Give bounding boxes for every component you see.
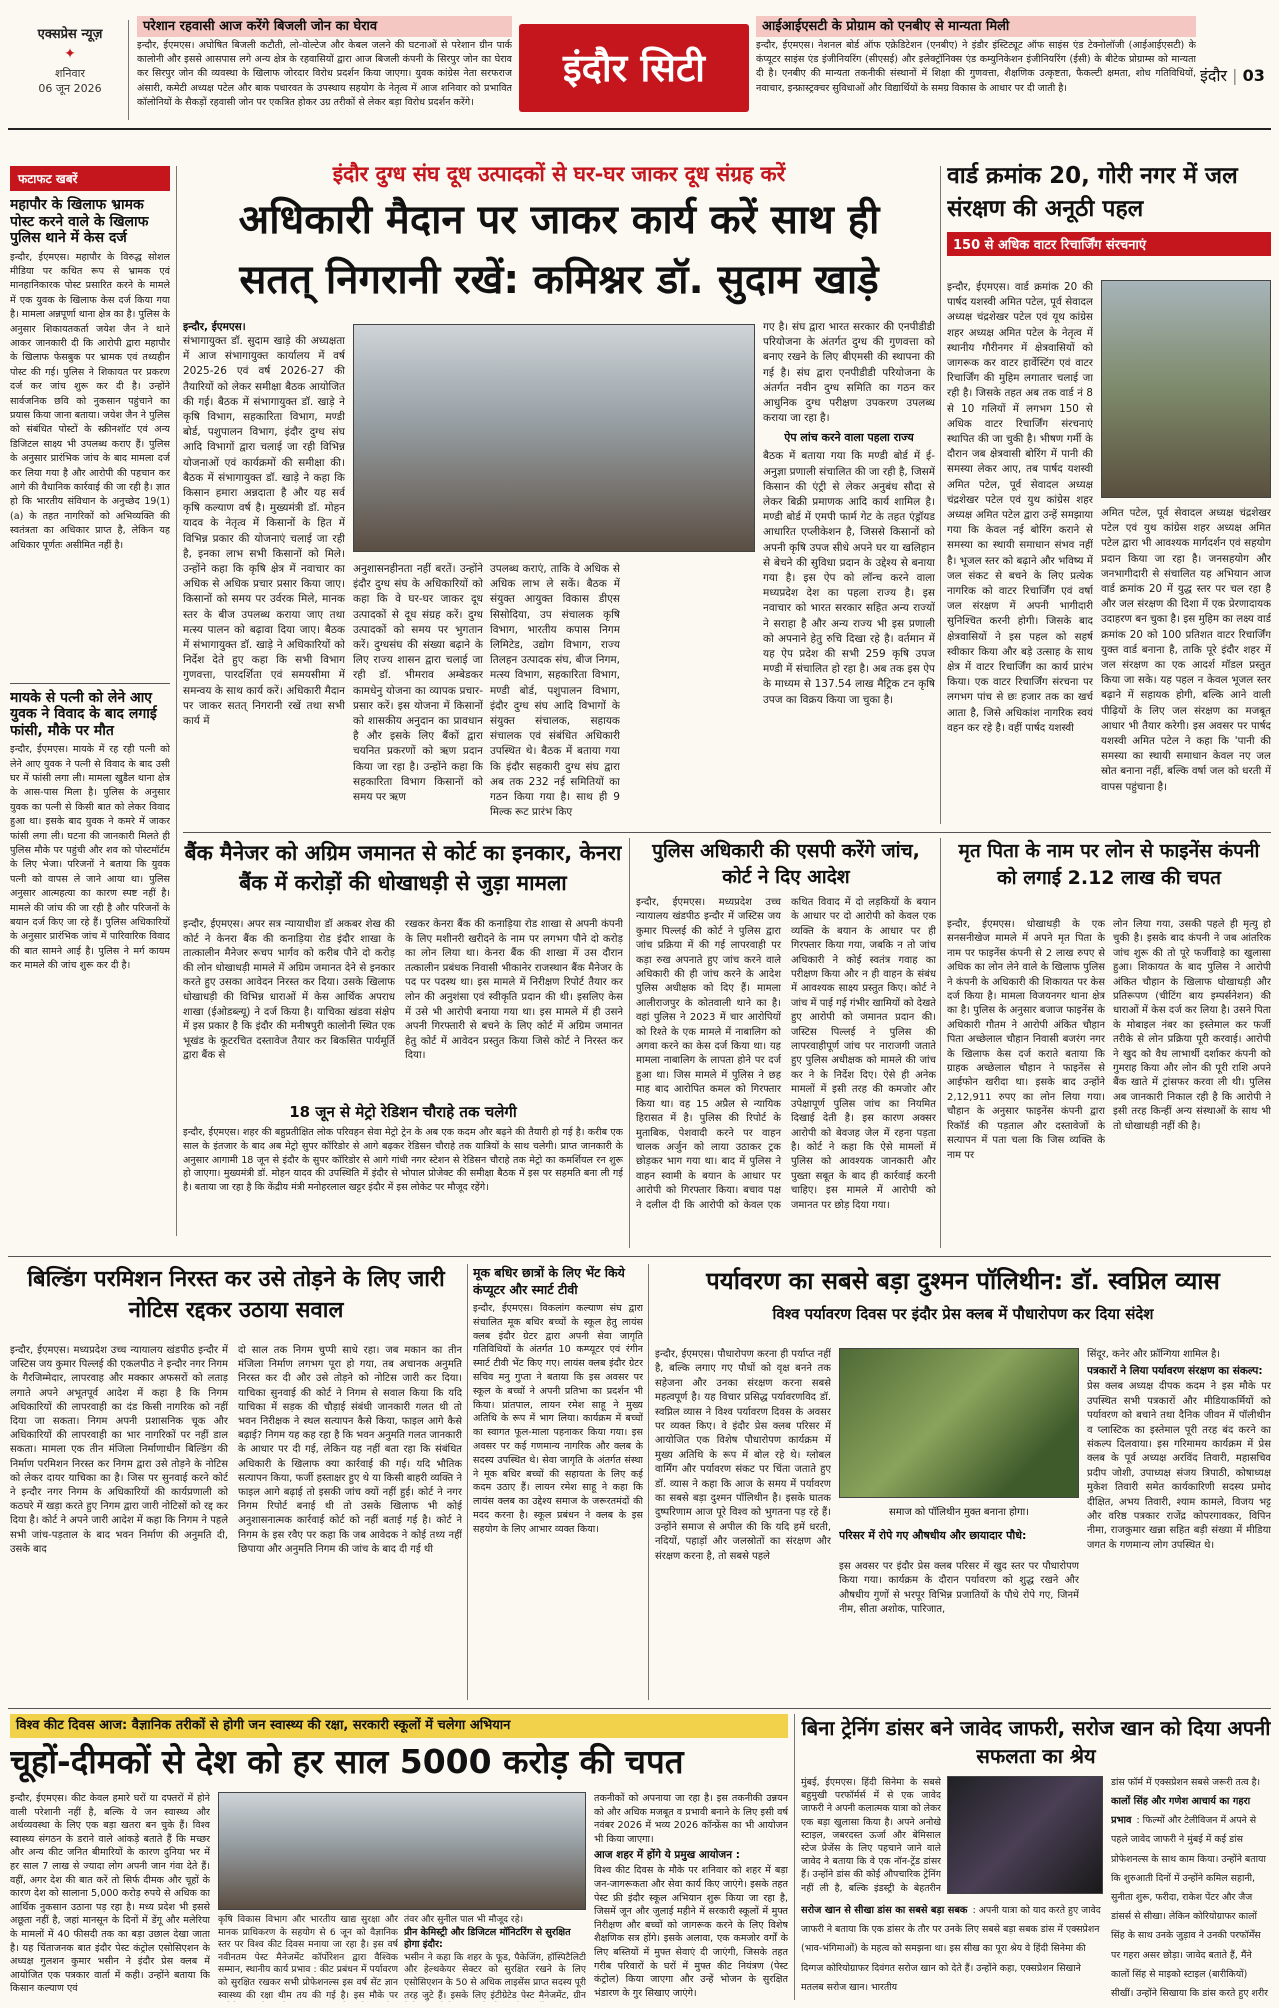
env-col2: इस अवसर पर इंदौर प्रेस क्लब परिसर में खुद स्तर पर पौधारोपण किया गया। कार्यक्रम के दौरान पर्यावरण को शुद्ध रखने और औषधीय गुणों से भरपूर विभिन्न प्रजातियों के पौधे रोपे गए, जिनमें नीम, सीता अशोक, पारिजात,: [839, 1561, 1079, 1616]
termite-col2: [404, 1914, 586, 2002]
lead-col2: अनुशासनहीनता नहीं बरतें। उन्होंने इंदौर दुग्ध संघ के अधिकारियों को कहा कि वे घर-घर जाकर दूध उत्पादकों से दूध संग्रह करें। दुग्ध उत्पादकों को समय पर भुगतान करें। दुग्धसंघ की संख्या बढ़ाने के लिए राज्य शासन द्वारा चलाई जा रही डॉ. भीमराव अम्बेडकर कामधेनु योजना का व्यापक प्रचार-प्रसार करें। इस योजना में किसानों को शासकीय अनुदान का प्रावधान है और इसके लिए बैंकों द्वारा चयनित प्रकरणों को ऋण प्रदान किया जा रहा है। उन्होंने कहा कि सहकारिता विभाग किसानों को समय पर ऋण: [353, 563, 483, 804]
env-headline: पर्यावरण का सबसे बड़ा दुश्मन पॉलिथीन: डॉ. स्वप्निल व्यास: [706, 1267, 1220, 1295]
termite-col3-body: विश्व कीट दिवस के मौके पर शनिवार को शहर में बड़ा जन-जागरूकता और सेवा कार्य किए जाएंगे। इसके तहत पेस्ट फ्री इंदौर स्कूल अभियान शुरू किया जा रहा है, जिसमें जून और जुलाई महीने में सरकारी स्कूलों में मुफ्त निरीक्षण और बच्चों को जागरूक करने के लिए विशेष शैक्षणिक सत्र होंगे। इसके अलावा, एक कमजोर वर्गों के लिए बस्तियों में मुफ्त सेवाएं दी जाएंगी, जिसके तहत गरीब परिवारों के घरों में मुफ्त कीट नियंत्रण (पेस्ट कंट्रोल) किया जाएगा और उन्हें भोजन के सुरक्षित भंडारण के गुर सिखाए जाएंगे।: [594, 1865, 788, 1999]
env-col3-text: सिंदूर, कनेर और फ्रॉन्गिया शामिल है।: [1087, 1349, 1221, 1360]
termite-kicker: विश्व कीट दिवस आज: वैज्ञानिक तरीकों से होगी जन स्वास्थ्य की रक्षा, सरकारी स्कूलों में चलेगा अभियान: [10, 1714, 788, 1738]
ward-col2: अमित पटेल, पूर्व सेवादल अध्यक्ष चंद्रशेखर पटेल एवं युथ कांग्रेस शहर अध्यक्ष अमित पटेल द्वारा भी आवश्यक मार्गदर्शन एवं सहयोग प्रदान किया जा रहा है। जनसहयोग और जनभागीदारी से संचालित यह अभियान आज वार्ड क्रमांक 20 में युद्ध स्तर पर चल रहा है और जल संरक्षण की दिशा में एक प्रेरणादायक उदाहरण बन चुका है। इस मुहिम का लक्ष्य वार्ड क्रमांक 20 को 100 प्रतिशत वाटर रिचार्जिंग युक्त वार्ड बनाना है, ताकि पूरे इंदौर शहर में जल संरक्षण का एक आदर्श मॉडल प्रस्तुत किया जा सके। यह पहल न केवल भूजल स्तर बढ़ाने में सहायक होगी, बल्कि आने वाली पीढ़ियों के लिए जल संरक्षण का मजबूत आधार भी तैयार करेगी। इस अवसर पर पार्षद यशस्वी अमित पटेल ने कहा कि 'पानी की समस्या का स्थायी समाधान केवल नए जल स्रोत बनाना नहीं, बल्कि वर्षा जल को धरती में वापस पहुंचाना है।: [1101, 507, 1271, 793]
billing-story: [10, 1264, 462, 1702]
donation-headline: मूक बधिर छात्रों के लिए भेंट किये कंप्यूटर और स्मार्ट टीवी: [473, 1265, 625, 1297]
env-caption: समाज को पॉलिथीन मुक्त बनाना होगा।: [888, 1507, 1030, 1518]
fatafat-story2-headline: मायके से पत्नी को लेने आए युवक ने विवाद के बाद लगाई फांसी, मौके पर मौत: [10, 689, 157, 739]
termite-headline: चूहों-दीमकों से देश को हर साल 5000 करोड़ की चपत: [10, 1742, 684, 1781]
police-headline: पुलिस अधिकारी की एसपी करेंगे जांच, कोर्ट ने दिए आदेश: [652, 840, 920, 888]
dancer-col2-text: डांस फॉर्म में एक्सप्रेशन सबसे जरूरी तत्व है।: [1111, 1777, 1261, 1788]
lead-col4b-text: बैठक में बताया गया कि मण्डी बोर्ड में ई-अनुज्ञा प्रणाली संचालित की जा रही है, जिसमें किसान की एंट्री से लेकर अनुबंध सौदा से लेकर बिक्री प्रमाणक आदि कार्य शामिल है। मण्डी बोर्ड में एमपी फार्म गेट के तहत एंड्रॉयड आधारित एप्लीकेशन है, जिससे किसानों को अपनी कृषि उपज सीधे अपने घर या खलिहान से बेचने की सुविधा प्रदान के उद्देश्य से बनाया गया है। इस ऐप को लॉन्च करने वाला मध्यप्रदेश देश का पहला राज्य है। इस नवाचार को भारत सरकार सहित अन्य राज्यों ने सराहा है और अन्य राज्य भी इस प्रणाली को अपनाने हेतु रुचि दिखा रहे है। वर्तमान में यह ऐप प्रदेश की सभी 259 कृषि उपज मण्डी में संचालित हो रहा है। अब तक इस ऐप के माध्यम से 137.54 लाख मैट्रिक टन कृषि उपज का विक्रय किया जा चुका है।: [763, 450, 935, 706]
termite-col1: इन्दौर, ईएमएस। कीट केवल हमारे घरों या दफ्तरों में होने वाली परेशानी नहीं है, बल्कि ये जन स्वास्थ्य और अर्थव्यवस्था के लिए एक बड़ा खतरा बन चुके हैं। विश्व स्वास्थ्य संगठन के डराने वाले आंकड़े बताते हैं कि मच्छर और अन्य कीट जनित बीमारियों के कारण दुनिया भर में हर साल 7 लाख से ज्यादा लोग अपनी जान गंवा देते हैं। वहीं, अगर देश की बात करें तो सिर्फ दीमक और चूहों के कारण देश को सालाना 5,000 करोड़ रुपये से अधिक का आर्थिक नुकसान उठाना पड़ रहा है। मध्य प्रदेश भी इससे अछूता नहीं है, जहां मानसून के दिनों में डेंगू और मलेरिया के मामलों में 40 फीसदी तक का बड़ा उछाल देखा जाता है। यह चिंताजनक बात इंदौर पेस्ट कंट्रोल एसोसिएशन के अध्यक्ष गुलशन कुमार भसीन ने इंदौर प्रेस क्लब में आयोजित एक पत्रकार वार्ता में कही। उन्होंने बताया कि किसान कल्याण एवं: [10, 1793, 210, 1995]
ward-col1: इन्दौर, ईएमएस। वार्ड क्रमांक 20 की पार्षद यशस्वी अमित पटेल, पूर्व सेवादल अध्यक्ष चंद्रशेखर पटेल एवं यूथ कांग्रेस शहर अध्यक्ष अमित पटेल के नेतृत्व में स्थानीय गौरीनगर में क्षेत्रवासियों को जागरूक कर वाटर हार्वेस्टिंग एवं वाटर रिचार्जिंग की मुहिम लगातार चलाई जा रही है। जिसके तहत अब तक वार्ड नं 8 से 10 गलियों में लगभग 150 से अधिक वाटर रिचार्जिंग संरचनाएं स्थापित की जा चुकी है। भीषण गर्मी के दौरान जब क्षेत्रवासी बोरिंग में पानी की समस्या लेकर आए, तब पार्षद यशस्वी अमित पटेल, पूर्व सेवादल अध्यक्ष चंद्रशेखर पटेल एवं युथ कांग्रेस शहर अध्यक्ष अमित पटेल द्वारा उन्हें समझाया गया कि केवल नई बोरिंग कराने से समस्या का स्थायी समाधान संभव नहीं है। भूजल स्तर को बढ़ाने और भविष्य में जल संकट से बचने के लिए प्रत्येक नागरिक को वाटर रिचार्जिंग एवं वर्षा जल संरक्षण में अपनी भागीदारी सुनिश्चित करनी होगी। जिसके बाद क्षेत्रवासियों ने इस पहल को सहर्ष स्वीकार किया और बड़े उत्साह के साथ क्षेत्र में वाटर रिचार्जिंग का कार्य प्रारंभ किया। एक वाटर रिचार्जिंग संरचना पर लगभग पांच से छः हजार तक का खर्च आता है, जिसे अधिकांश नागरिक स्वयं वहन कर रहे है। वहीं पार्षद यशस्वी: [947, 281, 1093, 734]
dancer-col1b-wrap: [801, 1898, 1103, 2002]
dancer-sub: सरोज खान से सीखा डांस का सबसे बड़ा सबक: [801, 1905, 968, 1916]
ward-story: [947, 160, 1271, 826]
dancer-col1b: : अपनी यात्रा को याद करते हुए जावेद जाफरी ने बताया कि एक डांसर के तौर पर उनके लिए सबसे बड़ा सबक डांस में एक्सप्रेशन (भाव-भंगिमाओं) के महत्व को समझना था। इस सीख का पूरा श्रेय वे हिंदी सिनेमा की दिग्गज कोरियोग्राफर दिवंगत सरोज खान को देते हैं। उन्होंने कहा, एक्सप्रेशन सिखाने मतलब सरोज खान। भारतीय: [801, 1905, 1101, 1993]
lead-col1: [183, 320, 345, 820]
top-right-headline: आईआईएसटी के प्रोग्राम को एनबीए से मान्यता मिली: [756, 16, 1196, 37]
top-right-body: इन्दौर, ईएमएस। नेशनल बोर्ड ऑफ एक्रेडिटेशन (एनबीए) ने इंडौर इंस्टिट्यूट ऑफ साइंस एंड टेक्नोलॉजी (आईआईएसटी) के कंप्यूटर साइंस एंड इंजीनियरिंग (सीएसई) और इलेक्ट्रॉनिक्स एंड कम्युनिकेशन इंजीनियरिंग (ईसी) के बीटेक प्रोग्राम्स को मान्यता दी है। एनबीए की मान्यता तकनीकी संस्थानों में शिक्षा की गुणवत्ता, शैक्षणिक उत्कृष्टता, फैकल्टी क्षमता, शोध गतिविधियों, नवाचार, इन्फ्रास्ट्रक्चर सुविधाओं और विद्यार्थियों के समग्र विकास के आधार पर दी जाती है।: [756, 40, 1196, 94]
metro-story: [183, 1102, 623, 1252]
lead-story: [183, 160, 935, 826]
top-right-story: [756, 16, 1196, 130]
masthead: [0, 0, 1279, 130]
dancer-col1: मुंबई, ईएमएस। हिंदी सिनेमा के सबसे बहुमुखी परफॉर्मर्स में से एक जावेद जाफरी ने अपनी कलात्मक यात्रा को लेकर एक बड़ा खुलासा किया है। अपने अनोखे स्टाइल, जबरदस्त ऊर्जा और बेमिसाल स्टेज प्रेजेंस के लिए पहचाने जाने वाले जावेद ने बताया कि वे एक नॉन-ट्रेंड डांसर हैं। उन्होंने डांस की कोई औपचारिक ट्रेनिंग नहीं ली है, बल्कि इंडस्ट्री के बेहतरीन: [801, 1777, 941, 1894]
metro-headline: 18 जून से मेट्रो रेडिशन चौराहे तक चलेगी: [289, 1103, 517, 1121]
donation-body: इन्दौर, ईएमएस। विकलांग कल्याण संघ द्वारा संचालित मूक बधिर बच्चों के स्कूल हेतु लायंस क्लब इंदौर ग्रेटर द्वारा अपनी सेवा जागृति गतिविधियों के अंतर्गत 10 कम्प्यूटर एवं रंगीन स्मार्ट टीवी भेंट किए गए। लायंस क्लब इंदौर ग्रेटर सचिव मनु गुप्ता ने बताया कि इस अवसर पर स्कूल के बच्चों ने अपनी प्रतिभा का प्रदर्शन भी किया। प्रांतपाल, लायन रमेश साहू ने मुख्य अतिथि के रूप में भाग लिया। कार्यक्रम में बच्चों का स्वागत फूल-माला पहनाकर किया गया। इस अवसर पर कई गणमान्य नागरिक और क्लब के सदस्य उपस्थित थे। सेवा जागृति के अंतर्गत संस्था ने मूक बधिर बच्चों की सहायता के लिए कई कदम उठाए हैं। लायन रमेश साहू ने कहा कि लायंस क्लब का उद्देश्य समाज के जरूरतमंदों की मदद करना है। स्कूल प्रबंधन ने क्लब के इस सहयोग के लिए आभार व्यक्त किया।: [473, 1303, 643, 1535]
top-left-story: [137, 16, 512, 130]
environment-story: [655, 1264, 1271, 1702]
bank-story: [183, 838, 623, 1254]
police-body: इन्दौर, ईएमएस। मध्यप्रदेश उच्च न्यायालय खंडपीठ इन्दौर में जस्टिस जय कुमार पिल्लई की कोर्ट ने पुलिस द्वारा जांच प्रक्रिया में की गई लापरवाही पर कड़ा रुख अपनाते हुए जांच करने वाले अधिकारी की ही जांच करने के आदेश पुलिस अधीक्षक को दिए हैं। मामला आलीराजपुर के कोतवाली थाने का है। वहां पुलिस ने 2023 में चार आरोपियों को रिश्ते के एक मामले में नाबालिग को अगवा करने का केस दर्ज किया था। यह मामला नाबालिग के लापता होने पर दर्ज हुआ था। जिस मामले में पुलिस ने छह माह बाद आरोपित कमल को गिरफ्तार किया था। वह 15 अप्रैल से न्यायिक हिरासत में है। पुलिस की रिपोर्ट के मुताबिक, पेशवादी करने पर वाहन चालक अर्जुन को लाया उठाकर ट्रक छोड़कर भाग गया था। बाद में पुलिस ने वाहन स्वामी के बयान के आधार पर आरोपी को गिरफ्तार किया। बचाव पक्ष ने दलील दी कि आरोपी को केवल एक कथित विवाद में दो लड़कियों के बयान के आधार पर दो आरोपी को केवल एक व्यक्ति के बयान के आधार पर ही गिरफ्तार किया गया, जबकि न तो जांच अधिकारी ने कोई स्वतंत्र गवाह का परीक्षण किया और न ही वाहन के संबंध में आवश्यक साक्ष्य प्रस्तुत किए। कोर्ट ने जांच में पाई गई गंभीर खामियों को देखते हुए आरोपी को जमानत प्रदान की। जस्टिस पिल्लई ने पुलिस की लापरवाहीपूर्ण जांच पर नाराजगी जताते हुए पुलिस अधीक्षक को मामले की जांच कर ने के निर्देश दिए। ऐसे ही अनेक मामलों में इसी तरह की कमजोर और उपेक्षापूर्ण पुलिस जांच का नियमित दिखाई देती है। इस कारण अक्सर आरोपी को बेवजह जेल में रहना पड़ता है। कोर्ट ने कहा कि ऐसे मामलों में पुलिस को आवश्यक जानकारी और पुख्ता सबूत के बाद ही कार्रवाई करनी चाहिए। इस मामले में आरोपी को जमानत पर छोड़ दिया गया।: [636, 897, 936, 1211]
masthead-day: शनिवार: [55, 67, 85, 80]
top-left-headline: परेशान रहवासी आज करेंगे बिजली जोन का घेराव: [137, 16, 512, 37]
termite-col3: [594, 1792, 788, 2002]
dancer-col2: [1111, 1776, 1271, 2002]
loan-col2: लोन लिया गया, उसकी पहले ही मृत्यु हो चुकी है। इसके बाद कंपनी ने जब आंतरिक जांच शुरू की तो पूरे फर्जीवाड़े का खुलासा हुआ। शिकायत के बाद पुलिस ने आरोपी अंकित चौहान के खिलाफ धोखाधड़ी और प्रतिरूपण (चीटिंग बाय इम्पर्सनेशन) की धाराओं में केस दर्ज कर लिया है। उसने पिता के मोबाइल नंबर का इस्तेमाल कर फर्जी तरीके से लोन प्रक्रिया पूरी करवाई। आरोपी ने खुद को वैध लाभार्थी दर्शाकर कंपनी को गुमराह किया और लोन की पूरी राशि अपने बैंक खाते में ट्रांसफर करवा ली थी। पुलिस अब जानकारी निकाल रही है कि आरोपी ने इसी तरह किन्हीं अन्य संस्थाओं के साथ भी तो धोखाधड़ी नहीं की है।: [1113, 919, 1271, 1132]
section-badge: [519, 24, 749, 112]
fatafat-story2-body: इन्दौर, ईएमएस। मायके में रह रही पत्नी को लेने आए युवक ने पत्नी से विवाद के बाद उसी घर में फांसी लगा ली। मामला खुडैल थाना क्षेत्र के आस-पास मिला है। पुलिस के अनुसार युवक का पत्नी से किसी बात को लेकर विवाद हुआ था। इसके बाद युवक ने कमरे में जाकर फांसी लगा ली। घटना की जानकारी मिलते ही पुलिस मौके पर पहुंची और शव को पोस्टमॉर्टम के लिए भेजा। परिजनों ने बताया कि युवक पत्नी को वापस ले जाने आया था। पुलिस अनुसार आत्महत्या का कारण स्पष्ट नहीं है। मामले की जांच की जा रही है और परिजनों के बयान दर्ज किए जा रहे हैं। पुलिस अधिकारियों के अनुसार प्रारंभिक जांच में पारिवारिक विवाद की बात सामने आई है। पुलिस ने मर्ग कायम कर मामले की जांच शुरू कर दी है।: [10, 744, 170, 972]
ward-tag: 150 से अधिक वाटर रिचार्जिंग संरचनाएं: [947, 232, 1271, 256]
fatafat-story1-body: इन्दौर, ईएमएस। महापौर के विरुद्ध सोशल मीडिया पर कथित रूप से भ्रामक एवं मानहानिकारक पोस्ट प्रसारित करने के मामले में एक युवक के खिलाफ केस दर्ज किया गया है। मामला अन्नपूर्णा थाना क्षेत्र का है। पुलिस के अनुसार शिकायतकर्ता जयेश जैन ने थाने आकर जानकारी दी कि आरोपी द्वारा महापौर के खिलाफ फेसबुक पर भ्रामक एवं तथ्यहीन पोस्ट की गई। पुलिस ने शिकायत पर प्रकरण दर्ज कर जांच शुरू कर दी है। उन्होंने सार्वजनिक छवि को नुकसान पहुंचाने का प्रयास किया जाना बताया। जयेश जैन ने पुलिस को संबंधित पोस्टों के स्क्रीनशॉट एवं अन्य डिजिटल साक्ष्य भी उपलब्ध कराए हैं। पुलिस के अनुसार प्रारंभिक जांच के बाद मामला दर्ज कर लिया गया है और आरोपी की पहचान कर आगे की वैधानिक कार्रवाई की जा रही है। ज्ञात हो कि भारतीय संविधान के अनुच्छेद 19(1)(a) के तहत नागरिकों को अभिव्यक्ति की स्वतंत्रता का अधिकार प्राप्त है, लेकिन यह अधिकार पूर्णतः असीमित नहीं है।: [10, 251, 170, 551]
press-conference-photo: [218, 1792, 586, 1910]
fatafat-label: फटाफट खबरें: [10, 166, 170, 191]
computer-donation-story: [473, 1264, 643, 1702]
loan-col1: इन्दौर, ईएमएस। धोखाधड़ी के एक सनसनीखेज मामले में अपने मृत पिता के नाम पर फाइनेंस कंपनी से 2 लाख रुपए से अधिक का लोन लेने वाले के खिलाफ पुलिस ने कंपनी के अधिकारी की शिकायत पर केस दर्ज किया है। मामला विजयनगर थाना क्षेत्र का है। पुलिस के अनुसार बजाज फाइनेंस के अधिकारी गौतम ने आरोपी अंकित चौहान पिता अच्छेलाल चौहान निवासी बजरंग नगर के खिलाफ केस दर्ज कराते बताया कि ग्राहक अच्छेलाल चौहान ने फाइनेंस से आईफोन खरीदा था। इसके बाद उन्होंने 2,12,911 रुपए का लोन लिया गया। चौहान के अनुसार फाइनेंस कंपनी द्वारा रिकॉर्ड की पड़ताल और दस्तावेजों के सत्यापन में पता चला कि जिस व्यक्ति के नाम पर: [947, 919, 1105, 1161]
meeting-photo: [353, 324, 755, 552]
loan-story: [947, 838, 1271, 1248]
top-left-body: इन्दौर, ईएमएस। अघोषित बिजली कटौती, लो-वोल्टेज और केबल जलने की घटनाओं से परेशान ग्रीन पार्क कालोनी और इससे आसपास लगे अन्य क्षेत्र के रहवासियों द्वारा आज बिजली कंपनी के सिरपुर जोन का घेराव कर सिरपुर जोन की व्यवस्था के खिलाफ जोरदार विरोध प्रदर्शन किया जाएगा। युवक कांग्रेस नेता सरफराज अंसारी, कमेटी अध्यक्ष पटेल और बाक पधारवत के उपस्थाय सहयोग के नेतृत्व में आज शनिवार को प्रभावित कॉलोनियों के सैकड़ों रहवासी जोन पर एकत्रित होकर उग्र तरीकों से लेकर बड़ा विरोध प्रदर्शन करेंगे।: [137, 40, 512, 108]
env-subhead: विश्व पर्यावरण दिवस पर इंदौर प्रेस क्लब में पौधारोपण कर दिया संदेश: [772, 1305, 1154, 1323]
lead-headline-line1: अधिकारी मैदान पर जाकर कार्य करें साथ ही: [238, 197, 880, 243]
police-story: [636, 838, 936, 1248]
termite-col2-text: तंवर और सुनील पाल भी मौजूद रहे।: [404, 1914, 524, 1925]
termite-col2-body: भसीन ने कहा कि शहर के फूड, पैकेजिंग, हॉस्पिटैलिटी और हेल्थकेयर सेक्टर को सुरक्षित रखने के लिए एसोसिएशन के 50 से अधिक लाइसेंस प्राप्त सदस्य पूरी तरह जुटे हैं। इसके लिए इंटीग्रेटेड पेस्ट मैनेजमेंट, ग्रीन: [404, 1951, 586, 2001]
billing-col1: इन्दौर, ईएमएस। मध्यप्रदेश उच्च न्यायालय खंडपीठ इन्दौर में जस्टिस जय कुमार पिल्लई की एकलपीठ ने इन्दौर नगर निगम के गैरजिम्मेदार, लापरवाह और मक्कार अफसरों को लताड़ लगाते अपने अभूतपूर्व आदेश में कहा है कि निगम अधिकारियों की लापरवाही का दंड किसी नागरिक को नहीं दिया जा सकता। निगम अपनी प्रशासनिक चूक और अधिकारियों की लापरवाही का भार नागरिकों पर नहीं डाल सकता। मामला एक तीन मंजिला निर्माणाधीन बिल्डिंग की निर्माण परमिशन निरस्त कर निगम द्वारा उसे तोड़ने के नोटिस को लेकर दायर याचिका का है। जिस पर सुनवाई करने कोर्ट ने इन्दौर नगर निगम के अधिकारियों की कार्यप्रणाली को कठघरे में खड़ा करते हुए निगम द्वारा जारी नोटिसों को रद्द कर दिया है। कोर्ट ने अपने जारी आदेश में कहा कि निगम ने पहले सभी जांच-पड़ताल के बाद भवन निर्माण की अनुमति दी, उसके बाद: [10, 1345, 228, 1555]
ward-headline: वार्ड क्रमांक 20, गोरी नगर में जल संरक्षण की अनूठी पहल: [947, 163, 1238, 222]
plantation-photo: [839, 1348, 1079, 1498]
env-caption2: परिसर में रोपे गए औषधीय और छायादार पौधे:: [839, 1529, 1027, 1542]
lead-col4-text: गए है। संघ द्वारा भारत सरकार की एनपीडीडी परियोजना के अंतर्गत दुग्ध की गुणवत्ता को बनाए रखने के लिए बीएमसी की स्थापना की गई है। संघ द्वारा एनपीडीडी परियोजना के अंतर्गत नवीन दुग्ध समिति का गठन कर आधुनिक दुग्ध परीक्षण उपकरण उपलब्ध कराया जा रहा है।: [763, 321, 935, 425]
dancer-headline: बिना ट्रेनिंग डांसर बने जावेद जाफरी, सरोज खान को दिया अपनी सफलता का श्रेय: [801, 1716, 1271, 1768]
dancer-col2-sub: कालों सिंह और गणेश आचार्य का गहरा प्रभाव: [1111, 1796, 1251, 1827]
termite-story: [10, 1714, 788, 2002]
water-recharge-photo: [1101, 280, 1271, 498]
lead-col4: [763, 320, 935, 820]
lead-col1-text: संभागायुक्त डॉ. सुदाम खाड़े की अध्यक्षता में आज संभागायुक्त कार्यालय में वर्ष 2025-26 एवं वर्ष 2026-27 की तैयारियों को लेकर समीक्षा बैठक आयोजित की गई। बैठक में संभागायुक्त डॉ. खाड़े ने कृषि विभाग, सहकारिता विभाग, मण्डी बोर्ड, पशुपालन विभाग, इंदौर दुग्ध संघ आदि विभागों द्वारा चलाई जा रही विभिन्न योजनाओं एवं कार्यक्रमों की समीक्षा की। बैठक में संभागायुक्त डॉ. खाड़े ने कहा कि किसान हमारा अन्नदाता है और यह सर्व कृषि कल्याण वर्ष है। मुख्यमंत्री डॉ. मोहन यादव के नेतृत्व में किसानों के हित में विभिन्न प्रकार की योजनाएं चलाई जा रही है, इनका लाभ सभी किसानों को मिले। उन्होंने कहा कि कृषि क्षेत्र में नवाचार का अधिक से अधिक प्रचार प्रसार किया जाए। किसानों को समय पर उर्वरक मिले, मानक स्तर के बीज उपलब्ध कराया जाए तथा मत्स्य पालन को बढ़ावा दिया जाए। बैठक में संभागायुक्त डॉ. खाड़े ने अधिकारियों को निर्देश देते हुए कहा कि सभी विभाग गुणवत्ता, पारदर्शिता एवं समयसीमा में समन्वय के साथ कार्य करें। अधिकारी मैदान पर जाकर सतत् निगरानी रखें तथा सभी कार्य में: [183, 335, 345, 728]
fatafat-story1-headline: महापौर के खिलाफ भ्रामक पोस्ट करने वाले के खिलाफ पुलिस थाने में केस दर्ज: [10, 197, 149, 247]
masthead-date: 06 जून 2026: [38, 82, 102, 95]
loan-headline: मृत पिता के नाम पर लोन से फाइनेंस कंपनी को लगाई 2.12 लाख की चपत: [958, 840, 1260, 889]
dancer-photo: [947, 1776, 1103, 1894]
dancer-col2-body: : फिल्मों और टेलीविजन में अपने से पहले जावेद जाफरी ने मुंबई में कई डांस प्रोफेशनल्स के साथ काम किया। उन्होंने बताया कि शुरुआती दिनों में उन्होंने कमिल सहानी, सुनीता शुरू, फरीदा, राकेश पेंटर और जैज डांसर्स से सीखा। लेकिन कोरियोग्राफर कालों सिंह के साथ उनके जुड़ाव ने उनकी परफॉर्मेंस पर गहरा असर छोड़ा। जावेद बताते हैं, मैंने कालों सिंह से माइको स्टाइल (बारीकियों) सीखीं। उन्होंने सिखाया कि डांस करते हुए शरीर: [1111, 1815, 1268, 2000]
bank-col2: रखकर केनरा बैंक की कनाड़िया रोड शाखा से अपनी कंपनी के लिए मशीनरी खरीदने के नाम पर लगभग पौने दो करोड़ का लोन लिया था। केनरा बैंक की शाखा में उस दौरान तत्कालीन प्रबंधक निवासी भीकानेर राजस्थान बैंक मैनेजर के पद पर पदस्थ था। इस मामले में निरीक्षण रिपोर्ट तैयार कर लोन की अनुशंसा एवं स्वीकृति प्रदान की थी। इसलिए केस में उसे भी आरोपी बनाया गया था। इस मामले में ही उसने अपनी गिरफ्तारी से बचने के लिए कोर्ट में अग्रिम जमानत हेतु कोर्ट में आवेदन प्रस्तुत किया जिसे कोर्ट ने निरस्त कर दिया।: [405, 919, 623, 1062]
termite-col3-sub: आज शहर में होंगे ये प्रमुख आयोजन :: [594, 1849, 740, 1862]
env-col3-sub: पत्रकारों ने लिया पर्यावरण संरक्षण का संकल्प:: [1087, 1365, 1263, 1378]
termite-caption: कृषि विकास विभाग और भारतीय खाद्य सुरक्षा और मानक प्राधिकरण के सहयोग से 6 जून को वैज्ञानिक स्तर पर विश्व कीट दिवस मनाया जा रहा है। इस वर्ष नवीनतम पेस्ट मैनेजमेंट कॉर्पोरेशन द्वारा वैश्विक सम्मान, स्थानीय कार्य प्रभाव : कीट प्रबंधन में पर्यावरण को सुरक्षित रखकर सभी प्रोफेशनल्स इस वर्ष सेंट ज्ञान स्वास्थ्य की रक्षा थीम तय की गई है। इस मौके पर: [218, 1914, 398, 2001]
lead-dateline: इन्दौर, ईएमएस।: [183, 321, 246, 333]
brand-star-icon: ✦: [64, 46, 76, 62]
billing-col2: दो साल तक निगम चुप्पी साधे रहा। जब मकान का तीन मंजिला निर्माण लगभग पूरा हो गया, तब अचानक अनुमति निरस्त कर दी और उसे तोड़ने को नोटिस जारी कर दिया। याचिका सुनवाई की कोर्ट ने निगम से सवाल किया कि यदि याचिका में सड़क की चौड़ाई संबंधी जानकारी गलत थी तो भवन निरीक्षक ने स्थल सत्यापन कैसे किया, फाइल आगे कैसे बढ़ाई? निगम यह कह रहा है कि भवन अनुमति गलत जानकारी के आधार पर दी गई, लेकिन यह नहीं बता रहा कि संबंधित अधिकारी के खिलाफ क्या कार्रवाई की गई। यदि भौतिक सत्यापन किया, फर्जी हस्ताक्षर हुए थे या किसी बाहरी व्यक्ति ने फाइल आगे बढ़ाई तो इसकी जांच क्यों नहीं हुई। कोर्ट ने नगर निगम रिपोर्ट बनाई थी तो उसके खिलाफ भी कोई अनुशासनात्मक कार्रवाई कोर्ट को नहीं बताई गई है। कोर्ट ने निगम के इस रवैए पर कहा कि जब आवेदक ने कोई तथ्य नहीं छिपाया और अनुमति निगम की जांच के बाद दी गई थी: [238, 1345, 462, 1555]
metro-body: इन्दौर, ईएमएस। शहर की बहुप्रतीक्षित लोक परिवहन सेवा मेट्रो ट्रेन के अब एक कदम और बढ़ने की तैयारी हो गई है। करीब एक साल के इंतजार के बाद अब मेट्रो सुपर कॉरिडोर से आगे बढ़कर रेडिसन चौराहे तक यात्रियों के साथ चलेगी। प्राप्त जानकारी के अनुसार आगामी 18 जून से इंदौर के सुपर कॉरिडोर से आगे गांधी नगर स्टेशन से रेडिसन चौराहे तक मेट्रो का कमर्शियल रन शुरू हो जाएगा। मुख्यमंत्री डॉ. मोहन यादव की उपस्थिति में इंदौर से भोपाल प्रोजेक्ट की समीक्षा बैठक में इस पर सहमति बना ली गई है। बताया जा रहा है कि केंद्रीय मंत्री मनोहरलाल खट्टर इंदौर में इस लोकेट पर मौजूद रहेंगे।: [183, 1127, 623, 1194]
brand-box: [20, 24, 120, 120]
bank-headline: बैंक मैनेजर को अग्रिम जमानत से कोर्ट का इनकार, केनरा बैंक में करोड़ों की धोखाधड़ी से जुड़ा मामला: [184, 841, 622, 895]
termite-col3-text: तकनीकों को अपनाया जा रहा है। इस तकनीकी उन्नयन को और अधिक मजबूत व प्रभावी बनाने के लिए इसी वर्ष नवंबर 2026 में भव्य 2026 कॉन्फ्रेंस का भी आयोजन भी किया जाएगा।: [594, 1793, 788, 1845]
env-col3: [1087, 1348, 1271, 1700]
section-title: इंदौर सिटी: [563, 46, 705, 90]
page-number: इंदौर | 03: [1200, 66, 1265, 85]
lead-col3b: [627, 562, 755, 820]
lead-subhead: ऐप लांच करने वाला पहला राज्य: [784, 431, 914, 445]
env-col3-body: प्रेस क्लब अध्यक्ष दीपक कदम ने इस मौके पर उपस्थित सभी पत्रकारों और मीडियाकर्मियों को पर्यावरण को बचाने तथा दैनिक जीवन में पॉलीथीन व प्लास्टिक का इस्तेमाल पूरी तरह बंद करने का संकल्प दिलवाया। इस गरिमामय कार्यक्रम में प्रेस क्लब के पूर्व अध्यक्ष अरविंद तिवारी, महासचिव प्रदीप जोशी, उपाध्यक्ष संजय त्रिपाठी, कोषाध्यक्ष मुकेश तिवारी समेत कार्यकारिणी सदस्य प्रमोद दीक्षित, अभय तिवारी, श्याम कामले, विजय भट्ट और वरिष्ठ पत्रकार राजेंद्र कोपरगावकर, विपिन नीमा, राजकुमार खन्ना सहित बड़ी संख्या में मीडिया जगत के गणमान्य लोग उपस्थित थे।: [1087, 1381, 1271, 1551]
lead-col3: उपलब्ध कराएं, ताकि वे अधिक से अधिक लाभ ले सकें। बैठक में संयुक्त आयुक्त विकास डीएस सिसोदिया, उप संचालक कृषि विभाग, भारतीय कपास निगम लिमिटेड, उद्योग विभाग, राज्य तिलहन उत्पादक संघ, बीज निगम, मत्स्य विभाग, सहकारिता विभाग, मण्डी बोर्ड, पशुपालन विभाग, इंदौर दुग्ध संघ आदि विभागों के संयुक्त संचालक, सहायक संचालक एवं संबंधित अधिकारी उपस्थित थे। बैठक में बताया गया कि इंदौर सहकारी दुग्ध संघ द्वारा अब तक 232 नई समितियों का गठन किया गया है। साथ ही 9 मिल्क रूट प्रारंभ किए: [490, 563, 620, 819]
termite-col2-sub: प्रीन केमिस्ट्री और डिजिटल मॉनिटरिंग से सुरक्षित होगा इंदौर:: [404, 1926, 571, 1951]
env-col1: इन्दौर, ईएमएस। पौधारोपण करना ही पर्याप्त नहीं है, बल्कि लगाए गए पौधों को वृक्ष बनने तक सहेजना और उनका संरक्षण करना सबसे महत्वपूर्ण है। यह विचार प्रसिद्ध पर्यावरणविद डॉ. स्वप्निल व्यास ने विश्व पर्यावरण दिवस के अवसर पर व्यक्त किए। वे इंदौर प्रेस क्लब परिसर में आयोजित एक विशेष पौधारोपण कार्यक्रम में मुख्य अतिथि के रूप में बोल रहे थे। ग्लोबल वार्मिंग और पर्यावरण संकट पर चिंता जताते हुए डॉ. व्यास ने कहा कि आज के समय में पर्यावरण का सबसे बड़ा दुश्मन पॉलिथीन है। इसके घातक दुष्परिणाम आज पूरे विश्व को भुगतना पड़ रहे हैं। उन्होंने समाज से अपील की कि यदि हमें धरती, नदियों, पहाड़ों और जलस्रोतों का संरक्षण और संरक्षण करना है, तो सबसे पहले: [655, 1349, 831, 1562]
page-no: 03: [1242, 66, 1265, 85]
page-city: इंदौर: [1200, 66, 1228, 85]
billing-headline: बिल्डिंग परमिशन निरस्त कर उसे तोड़ने के लिए जारी नोटिस रद्दकर उठाया सवाल: [27, 1267, 445, 1323]
lead-kicker: इंदौर दुग्ध संघ दूध उत्पादकों से घर-घर जाकर दूध संग्रह करें: [332, 162, 786, 186]
lead-headline-line2: सतत् निगरानी रखें: कमिश्नर डॉ. सुदाम खाड़े: [239, 257, 879, 303]
fatafat-column: [10, 166, 170, 1228]
brand-name: एक्सप्रेस न्यूज़: [37, 27, 103, 42]
bank-col1: इन्दौर, ईएमएस। अपर सत्र न्यायाधीश डॉ अकबर शेख की कोर्ट ने केनरा बैंक की कनाड़िया रोड इंदौर शाखा के तात्कालीन मैनेजर रूचप भार्गव को करीब पौने दो करोड़ की लोन धोखाधड़ी मामले में अग्रिम जमानत देने से इनकार करते हुए उसका आवेदन निरस्त कर दिया। उसके खिलाफ धोखाधड़ी की विभिन्न धाराओं में केस आर्थिक अपराध शाखा (ईओडब्ल्यू) ने दर्ज किया है। याचिका खंडवा संक्षेप में इस प्रकार है कि इंदौर की मनीषपुरी कालोनी स्थित एक भूखंड के कूटरचित दस्तावेज तैयार कर बिकसित पार्यमूर्ति द्वारा बैंक से: [183, 919, 395, 1062]
dancer-story: [801, 1714, 1271, 2002]
